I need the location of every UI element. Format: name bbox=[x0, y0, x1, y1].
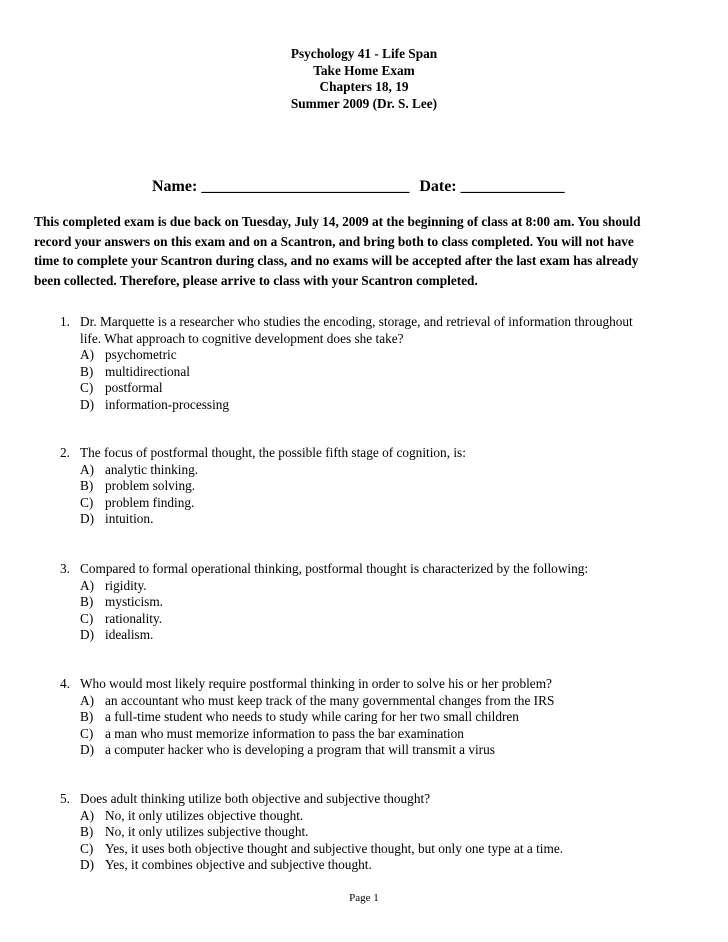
option-text: No, it only utilizes subjective thought. bbox=[105, 824, 309, 839]
option-letter: A) bbox=[80, 807, 95, 823]
option-letter: C) bbox=[80, 380, 94, 395]
answer-option bbox=[80, 397, 700, 414]
option-text: information-processing bbox=[105, 396, 230, 412]
question-text bbox=[80, 561, 700, 578]
option-letter: A) bbox=[80, 577, 95, 593]
option-text: a computer hacker who is developing a program that will transmit a virus bbox=[105, 742, 495, 757]
option-text: Yes, it uses both objective thought and subjective thought, but only one type at a time. bbox=[105, 840, 564, 856]
option-text: mysticism. bbox=[105, 594, 163, 609]
question-text bbox=[80, 314, 700, 347]
option-letter: B) bbox=[80, 824, 94, 839]
option-letter: A) bbox=[80, 692, 95, 708]
option-text: No, it only utilizes objective thought. bbox=[105, 807, 304, 823]
option-letter: D) bbox=[80, 742, 95, 757]
answer-option bbox=[80, 709, 700, 726]
name-date-line bbox=[152, 178, 565, 196]
question-3 bbox=[60, 561, 700, 644]
option-text: a full-time student who needs to study while caring for her two small children bbox=[105, 709, 519, 724]
option-text: rigidity. bbox=[105, 577, 147, 593]
date-field-label: Date: _____________ bbox=[419, 178, 565, 195]
option-letter: D) bbox=[80, 857, 95, 872]
question-line: Does adult thinking utilize both objective and subjective thought? bbox=[80, 791, 431, 806]
option-text: postformal bbox=[105, 380, 163, 395]
question-number: 2. bbox=[60, 445, 70, 460]
option-letter: B) bbox=[80, 363, 94, 379]
option-text: analytic thinking. bbox=[105, 461, 199, 477]
option-text: Yes, it combines objective and subjective thought. bbox=[105, 857, 372, 872]
answer-option bbox=[80, 841, 700, 858]
answer-option bbox=[80, 693, 700, 710]
answer-option bbox=[80, 364, 700, 381]
option-letter: C) bbox=[80, 725, 94, 741]
question-text bbox=[80, 676, 700, 693]
answer-option bbox=[80, 478, 700, 495]
name-field-label: Name: __________________________ bbox=[152, 178, 410, 195]
due-date-notice bbox=[34, 212, 696, 290]
answer-option bbox=[80, 495, 700, 512]
notice-line: time to complete your Scantron during class, and no exams will be accepted after the last exam has already bbox=[34, 253, 639, 268]
question-line: Who would most likely require postformal thinking in order to solve his or her problem? bbox=[80, 676, 552, 691]
option-text: idealism. bbox=[105, 627, 154, 642]
option-text: an accountant who must keep track of the many governmental changes from the IRS bbox=[105, 692, 555, 708]
option-text: problem finding. bbox=[105, 494, 195, 510]
notice-line: This completed exam is due back on Tuesday, July 14, 2009 at the beginning of class at 8:00 am. You should bbox=[34, 214, 641, 229]
answer-option bbox=[80, 578, 700, 595]
question-line: Dr. Marquette is a researcher who studies the encoding, storage, and retrieval of information throughout bbox=[80, 314, 633, 329]
option-text: intuition. bbox=[105, 511, 154, 526]
question-number: 1. bbox=[60, 314, 70, 329]
page-number: Page 1 bbox=[349, 892, 379, 904]
option-letter: B) bbox=[80, 478, 94, 493]
question-line: The focus of postformal thought, the possible fifth stage of cognition, is: bbox=[80, 445, 466, 460]
question-2 bbox=[60, 445, 700, 528]
exam-header bbox=[220, 46, 508, 112]
term-label: Summer 2009 (Dr. S. Lee) bbox=[290, 95, 438, 111]
question-line: life. What approach to cognitive development does she take? bbox=[80, 330, 404, 346]
question-text bbox=[80, 445, 700, 462]
exam-title: Take Home Exam bbox=[313, 62, 415, 78]
option-text: psychometric bbox=[105, 347, 177, 362]
option-letter: C) bbox=[80, 610, 94, 626]
option-letter: A) bbox=[80, 461, 95, 477]
question-5 bbox=[60, 791, 700, 874]
answer-option bbox=[80, 462, 700, 479]
answer-option bbox=[80, 611, 700, 628]
option-letter: D) bbox=[80, 627, 95, 642]
course-title: Psychology 41 - Life Span bbox=[290, 46, 438, 61]
answer-option bbox=[80, 726, 700, 743]
answer-option bbox=[80, 627, 700, 644]
answer-option bbox=[80, 808, 700, 825]
option-letter: D) bbox=[80, 396, 95, 412]
answer-option bbox=[80, 380, 700, 397]
question-number: 5. bbox=[60, 791, 70, 806]
option-text: a man who must memorize information to pass the bar examination bbox=[105, 725, 464, 741]
answer-option bbox=[80, 824, 700, 841]
option-letter: C) bbox=[80, 494, 94, 510]
option-text: rationality. bbox=[105, 610, 163, 626]
notice-line: record your answers on this exam and on a Scantron, and bring both to class completed. You will not have bbox=[34, 233, 634, 249]
answer-option bbox=[80, 594, 700, 611]
answer-option bbox=[80, 857, 700, 874]
option-letter: B) bbox=[80, 709, 94, 724]
question-line: Compared to formal operational thinking, postformal thought is characterized by the following: bbox=[80, 561, 589, 576]
notice-line: been collected. Therefore, please arrive to class with your Scantron completed. bbox=[34, 272, 478, 288]
option-letter: C) bbox=[80, 840, 94, 856]
option-text: problem solving. bbox=[105, 478, 196, 493]
answer-option bbox=[80, 742, 700, 759]
question-number: 3. bbox=[60, 561, 70, 576]
question-number: 4. bbox=[60, 676, 70, 691]
option-text: multidirectional bbox=[105, 363, 190, 379]
option-letter: A) bbox=[80, 347, 95, 362]
question-1 bbox=[60, 314, 700, 413]
answer-option bbox=[80, 347, 700, 364]
option-letter: B) bbox=[80, 594, 94, 609]
question-4 bbox=[60, 676, 700, 759]
answer-option bbox=[80, 511, 700, 528]
chapters-label: Chapters 18, 19 bbox=[319, 79, 409, 94]
question-text bbox=[80, 791, 700, 808]
option-letter: D) bbox=[80, 511, 95, 526]
